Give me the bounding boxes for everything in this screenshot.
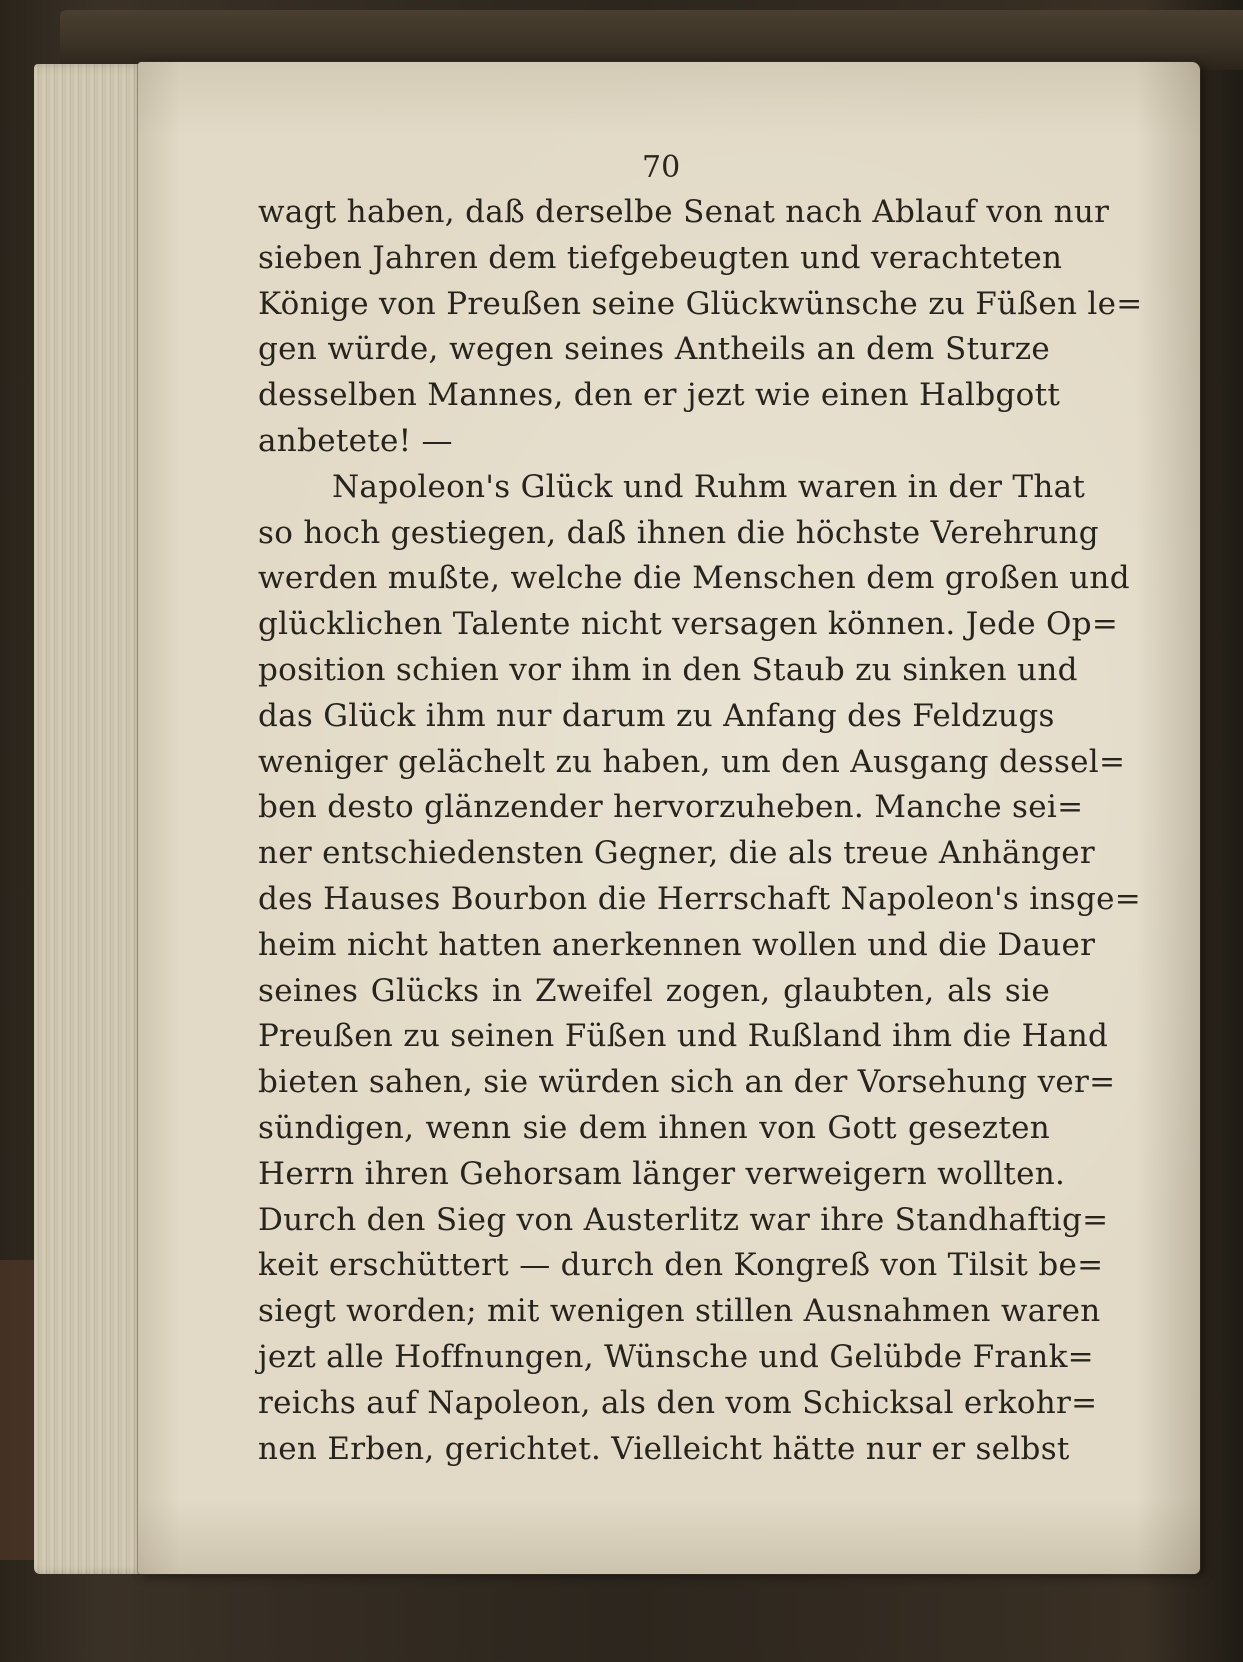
page-text: [258, 190, 1143, 1472]
text-line: werden mußte, welche die Menschen dem großen und: [258, 560, 1130, 597]
text-line: jezt alle Hoffnungen, Wünsche und Gelübde Frank=: [258, 1338, 1094, 1375]
text-line: Könige von Preußen seine Glückwünsche zu Füßen le=: [258, 285, 1143, 322]
text-line: sieben Jahren dem tiefgebeugten und verachteten: [258, 239, 1063, 276]
text-line: position schien vor ihm in den Staub zu sinken und: [258, 651, 1078, 688]
text-line: Preußen zu seinen Füßen und Rußland ihm die Hand: [258, 1018, 1109, 1055]
text-line: gen würde, wegen seines Antheils an dem Sturze: [258, 331, 1050, 368]
text-line: sündigen, wenn sie dem ihnen von Gott gesezten: [258, 1109, 1050, 1146]
text-line: desselben Mannes, den er jezt wie einen Halbgott: [258, 377, 1061, 414]
text-line: weniger gelächelt zu haben, um den Ausgang dessel=: [258, 743, 1126, 780]
book-cover-top-band: [60, 10, 1243, 70]
text-line: Napoleon's Glück und Ruhm waren in der That: [332, 468, 1086, 505]
text-line: des Hauses Bourbon die Herrschaft Napoleon's insge=: [258, 880, 1142, 917]
page-number: 70: [642, 150, 681, 185]
text-line: ben desto glänzender hervorzuheben. Manche sei=: [258, 789, 1084, 826]
text-line: keit erschüttert — durch den Kongreß von Tilsit be=: [258, 1247, 1104, 1284]
text-line: so hoch gestiegen, daß ihnen die höchste Verehrung: [258, 514, 1099, 551]
text-line: seines Glücks in Zweifel zogen, glaubten, als sie: [258, 972, 1050, 1009]
text-line: ner entschiedensten Gegner, die als treue Anhänger: [258, 835, 1095, 872]
text-line: siegt worden; mit wenigen stillen Ausnahmen waren: [258, 1293, 1101, 1330]
book-cover-edge: [0, 1260, 36, 1560]
text-line: reichs auf Napoleon, als den vom Schicksal erkohr=: [258, 1384, 1098, 1421]
text-line: das Glück ihm nur darum zu Anfang des Feldzugs: [258, 697, 1055, 734]
text-line: anbetete! —: [258, 422, 453, 459]
text-line: glücklichen Talente nicht versagen können. Jede Op=: [258, 606, 1119, 643]
text-line: Durch den Sieg von Austerlitz war ihre Standhaftig=: [258, 1201, 1109, 1238]
text-line: bieten sahen, sie würden sich an der Vorsehung ver=: [258, 1064, 1116, 1101]
page-edges: [34, 64, 154, 1574]
text-line: nen Erben, gerichtet. Vielleicht hätte nur er selbst: [258, 1430, 1070, 1467]
text-line: Herrn ihren Gehorsam länger verweigern wollten.: [258, 1155, 1066, 1192]
text-line: heim nicht hatten anerkennen wollen und die Dauer: [258, 926, 1096, 963]
text-line: wagt haben, daß derselbe Senat nach Ablauf von nur: [258, 194, 1110, 230]
